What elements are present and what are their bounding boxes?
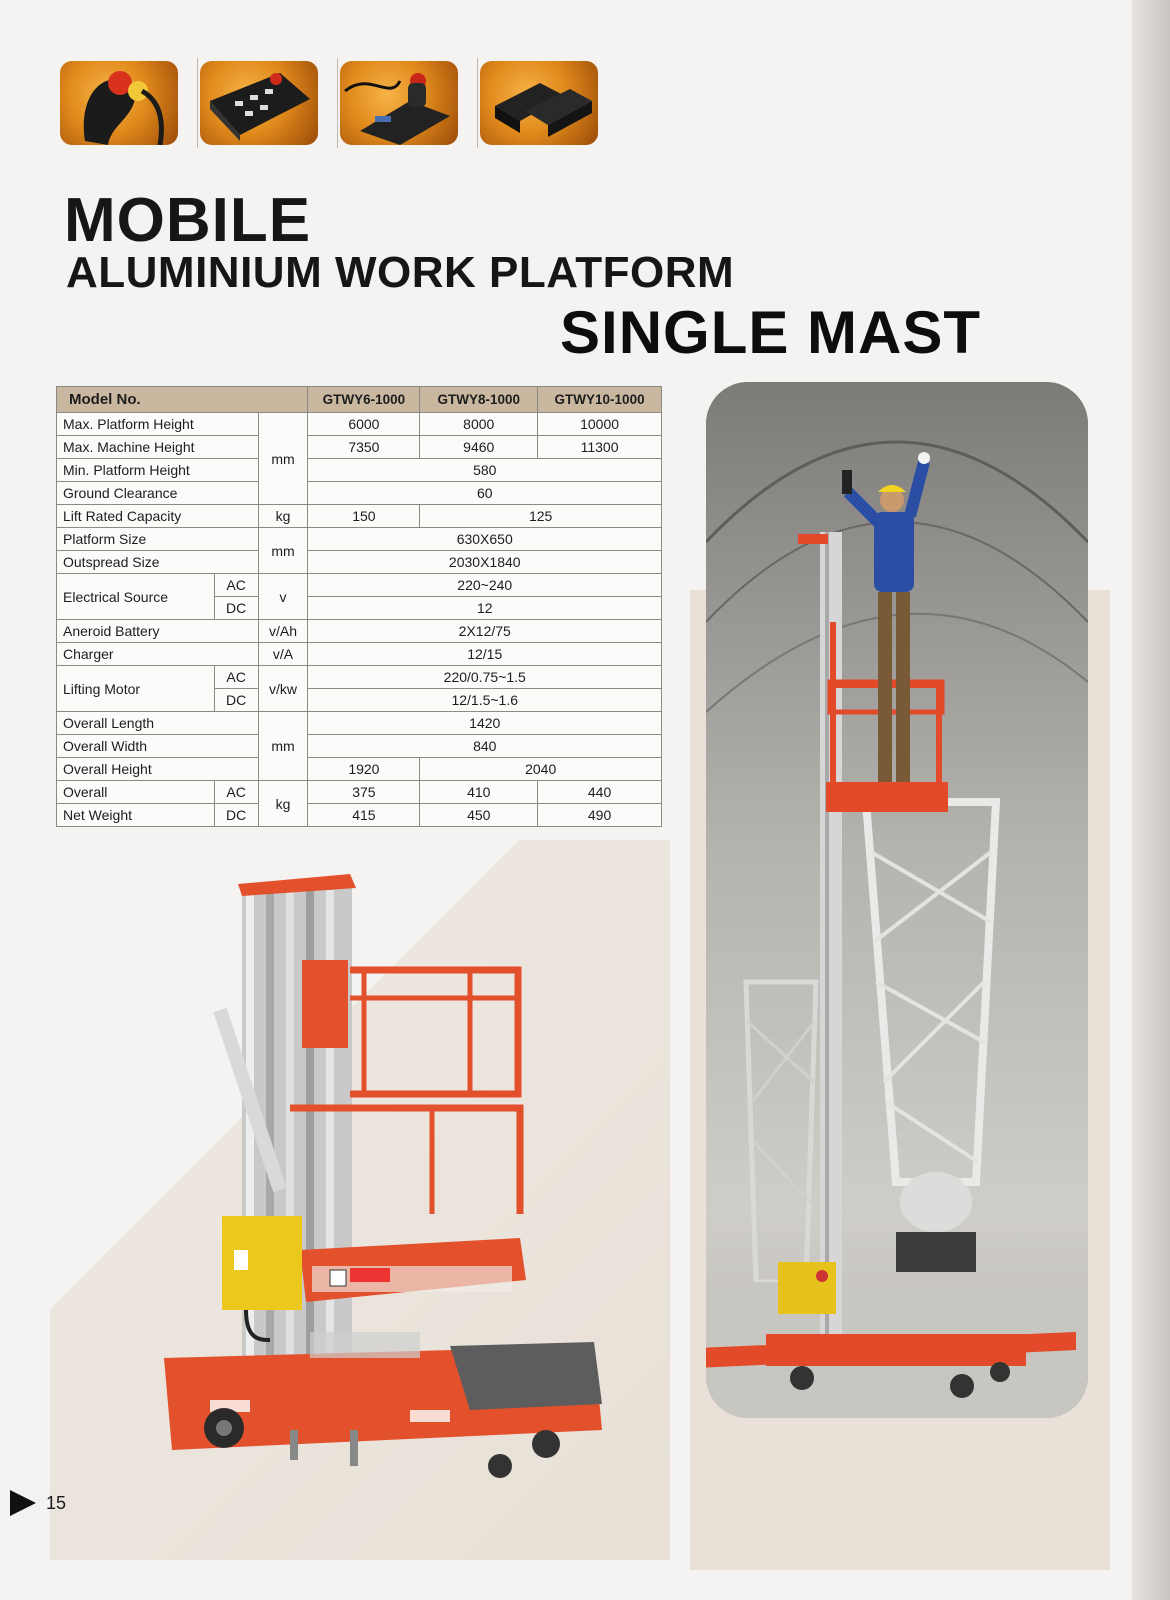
- row-label: Outspread Size: [57, 551, 259, 574]
- row-label: Max. Machine Height: [57, 436, 259, 459]
- row-label: Net Weight: [57, 804, 215, 827]
- unit-cell: v/kw: [258, 666, 308, 712]
- unit-cell: kg: [258, 781, 308, 827]
- foot-pedal-controller-icon: [340, 61, 458, 145]
- table-row: [57, 528, 662, 551]
- header-model-2: GTWY8-1000: [420, 387, 538, 413]
- row-label: Electrical Source: [57, 574, 215, 620]
- sub-label: AC: [214, 574, 258, 597]
- accessory-thumbnails: [58, 58, 618, 148]
- table-row: [57, 804, 662, 827]
- table-row: [57, 505, 662, 528]
- machine-product-photo: [150, 870, 620, 1490]
- unit-cell: kg: [258, 505, 308, 528]
- table-row: [57, 758, 662, 781]
- value-cell: 580: [308, 459, 662, 482]
- table-row: [57, 436, 662, 459]
- table-row: [57, 712, 662, 735]
- value-cell: 6000: [308, 413, 420, 436]
- value-cell: 1420: [308, 712, 662, 735]
- row-label: Aneroid Battery: [57, 620, 259, 643]
- page-edge-shadow: [1132, 0, 1170, 1600]
- value-cell: 375: [308, 781, 420, 804]
- sub-label: DC: [214, 597, 258, 620]
- unit-cell: mm: [258, 712, 308, 781]
- value-cell: 490: [538, 804, 662, 827]
- value-cell: 840: [308, 735, 662, 758]
- table-row: [57, 551, 662, 574]
- value-cell: 220/0.75~1.5: [308, 666, 662, 689]
- row-label: Overall Length: [57, 712, 259, 735]
- table-row: [57, 413, 662, 436]
- value-cell: 220~240: [308, 574, 662, 597]
- unit-cell: v/A: [258, 643, 308, 666]
- thumb-cell-3: [338, 58, 478, 148]
- unit-cell: mm: [258, 413, 308, 505]
- unit-cell: mm: [258, 528, 308, 574]
- row-label: Overall: [57, 781, 215, 804]
- value-cell: 440: [538, 781, 662, 804]
- control-box-icon: [200, 61, 318, 145]
- thumb-cell-4: [478, 58, 618, 148]
- specification-table: [56, 386, 662, 827]
- header-model-no: Model No.: [57, 387, 308, 413]
- unit-cell: v: [258, 574, 308, 620]
- table-row: [57, 735, 662, 758]
- row-label: Max. Platform Height: [57, 413, 259, 436]
- table-row: [57, 781, 662, 804]
- title-single-mast: SINGLE MAST: [560, 299, 982, 366]
- sub-label: AC: [214, 781, 258, 804]
- row-label: Overall Height: [57, 758, 259, 781]
- table-header-row: [57, 387, 662, 413]
- row-label: Lift Rated Capacity: [57, 505, 259, 528]
- thumb-cell-2: [198, 58, 338, 148]
- value-cell: 1920: [308, 758, 420, 781]
- unit-cell: v/Ah: [258, 620, 308, 643]
- row-label: Ground Clearance: [57, 482, 259, 505]
- thumb-cell-1: [58, 58, 198, 148]
- value-cell: 9460: [420, 436, 538, 459]
- value-cell: 450: [420, 804, 538, 827]
- table-row: [57, 574, 662, 597]
- sub-label: DC: [214, 804, 258, 827]
- value-cell: 415: [308, 804, 420, 827]
- row-label: Platform Size: [57, 528, 259, 551]
- row-label: Overall Width: [57, 735, 259, 758]
- title-aluminium-work-platform: ALUMINIUM WORK PLATFORM: [66, 248, 735, 297]
- header-model-1: GTWY6-1000: [308, 387, 420, 413]
- value-cell: 2030X1840: [308, 551, 662, 574]
- table-row: [57, 459, 662, 482]
- page-number: [10, 1490, 66, 1516]
- value-cell: 7350: [308, 436, 420, 459]
- value-cell: 630X650: [308, 528, 662, 551]
- worker-on-platform-photo: [706, 382, 1088, 1418]
- sub-label: AC: [214, 666, 258, 689]
- header-model-3: GTWY10-1000: [538, 387, 662, 413]
- value-cell: 60: [308, 482, 662, 505]
- value-cell: 410: [420, 781, 538, 804]
- value-cell: 12/15: [308, 643, 662, 666]
- hand-controller-icon: [60, 61, 178, 145]
- table-row: [57, 643, 662, 666]
- row-label: Min. Platform Height: [57, 459, 259, 482]
- value-cell: 11300: [538, 436, 662, 459]
- value-cell: 125: [420, 505, 662, 528]
- value-cell: 12/1.5~1.6: [308, 689, 662, 712]
- row-label: Charger: [57, 643, 259, 666]
- table-row: [57, 482, 662, 505]
- triangle-marker-icon: [10, 1490, 36, 1516]
- battery-pack-icon: [480, 61, 598, 145]
- table-row: [57, 666, 662, 689]
- title-mobile: MOBILE: [64, 186, 312, 255]
- value-cell: 150: [308, 505, 420, 528]
- value-cell: 12: [308, 597, 662, 620]
- row-label: Lifting Motor: [57, 666, 215, 712]
- sub-label: DC: [214, 689, 258, 712]
- page-number-text: 15: [46, 1492, 67, 1513]
- value-cell: 10000: [538, 413, 662, 436]
- value-cell: 8000: [420, 413, 538, 436]
- table-row: [57, 620, 662, 643]
- value-cell: 2X12/75: [308, 620, 662, 643]
- value-cell: 2040: [420, 758, 662, 781]
